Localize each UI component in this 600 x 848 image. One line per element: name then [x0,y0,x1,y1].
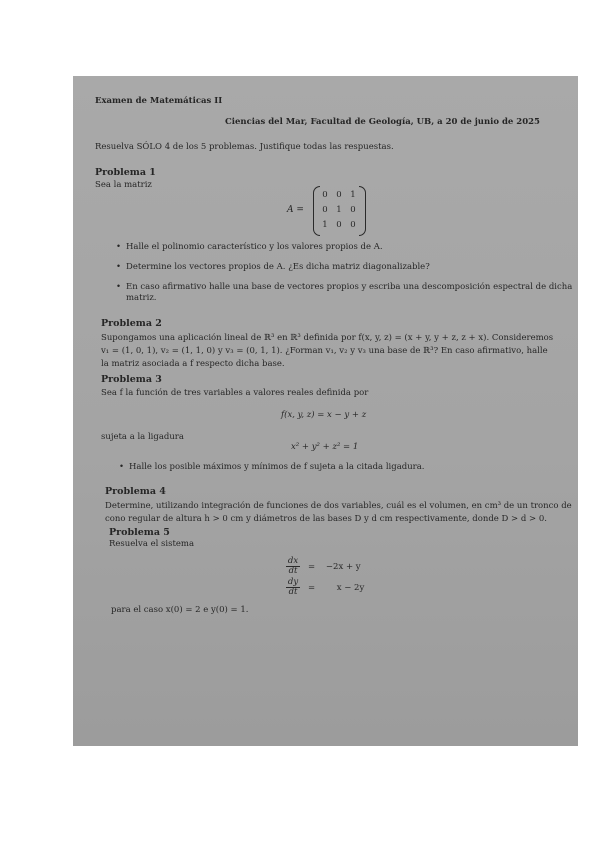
fraction-denominator: dt [288,587,298,597]
problem-3-constraint-intro: sujeta a la ligadura [101,432,184,442]
matrix-cell: 0 [350,205,356,215]
fraction-numerator: dy [287,577,299,587]
problem-2-line: la matriz asociada a f respecto dicha base. [101,359,285,369]
problem-2-line: Supongamos una aplicación lineal de ℝ³ en ℝ³ definida por f(x, y, z) = (x + y, y + z, z + x). Consideremos [101,333,554,343]
matrix-cell: 0 [336,190,342,200]
problem-1-intro: Sea la matriz [95,180,152,190]
exam-photo [73,76,578,746]
problem-3-intro: Sea f la función de tres variables a valores reales definida por [101,388,369,398]
matrix-cell: 1 [350,190,356,200]
fraction-numerator: dx [287,556,299,566]
matrix-label: A = [287,205,304,215]
problem-1-bullet-cont: matriz. [126,293,157,303]
matrix-cell: 0 [336,220,342,230]
problem-4-title: Problema 4 [105,486,166,497]
institution-date: Ciencias del Mar, Facultad de Geología, UB, a 20 de junio de 2025 [225,117,540,127]
matrix-cell: 0 [322,190,328,200]
matrix-right-paren [359,186,366,236]
problem-4-line: cono regular de altura h > 0 cm y diámetros de las bases D y d cm respectivamente, donde D > d > 0. [105,514,547,524]
problem-4-line: Determine, utilizando integración de funciones de dos variables, cuál es el volumen, en cm³ de un tronco de [105,501,572,511]
matrix-a [287,186,367,234]
problem-3-function: f(x, y, z) = x − y + z [281,410,367,420]
instructions: Resuelva SÓLO 4 de los 5 problemas. Justifique todas las respuestas. [95,142,394,152]
matrix-left-paren [313,186,320,236]
problem-2-line: v₁ = (1, 0, 1), v₂ = (1, 1, 0) y v₃ = (0, 1, 1). ¿Forman v₁, v₂ y v₃ una base de ℝ³? En caso afirmativo, halle [101,346,548,356]
fraction-dy-dt [286,578,300,597]
matrix-cell: 1 [322,220,328,230]
problem-5-initial-conditions: para el caso x(0) = 2 e y(0) = 1. [111,605,249,615]
equation-2-rhs: = x − 2y [308,583,365,593]
problem-3-title: Problema 3 [101,374,162,385]
problem-1-bullet: • Determine los vectores propios de A. ¿Es dicha matriz diagonalizable? [126,262,430,272]
fraction-denominator: dt [288,566,298,576]
course-title: Examen de Matemáticas II [95,96,223,106]
problem-3-bullet: • Halle los posible máximos y mínimos de f sujeta a la citada ligadura. [129,462,425,472]
problem-1-bullet: • En caso afirmativo halle una base de vectores propios y escriba una descomposición espectral de dicha [126,282,572,292]
equation-1-rhs: = −2x + y [308,562,361,572]
problem-5-intro: Resuelva el sistema [109,539,195,549]
matrix-cell: 0 [322,205,328,215]
problem-3-constraint: x² + y² + z² = 1 [291,442,359,452]
matrix-cell: 0 [350,220,356,230]
problem-1-title: Problema 1 [95,167,156,178]
fraction-dx-dt [286,557,300,576]
matrix-cell: 1 [336,205,342,215]
problem-1-bullet: • Halle el polinomio característico y los valores propios de A. [126,242,383,252]
problem-2-title: Problema 2 [101,318,162,329]
problem-5-title: Problema 5 [109,527,170,538]
